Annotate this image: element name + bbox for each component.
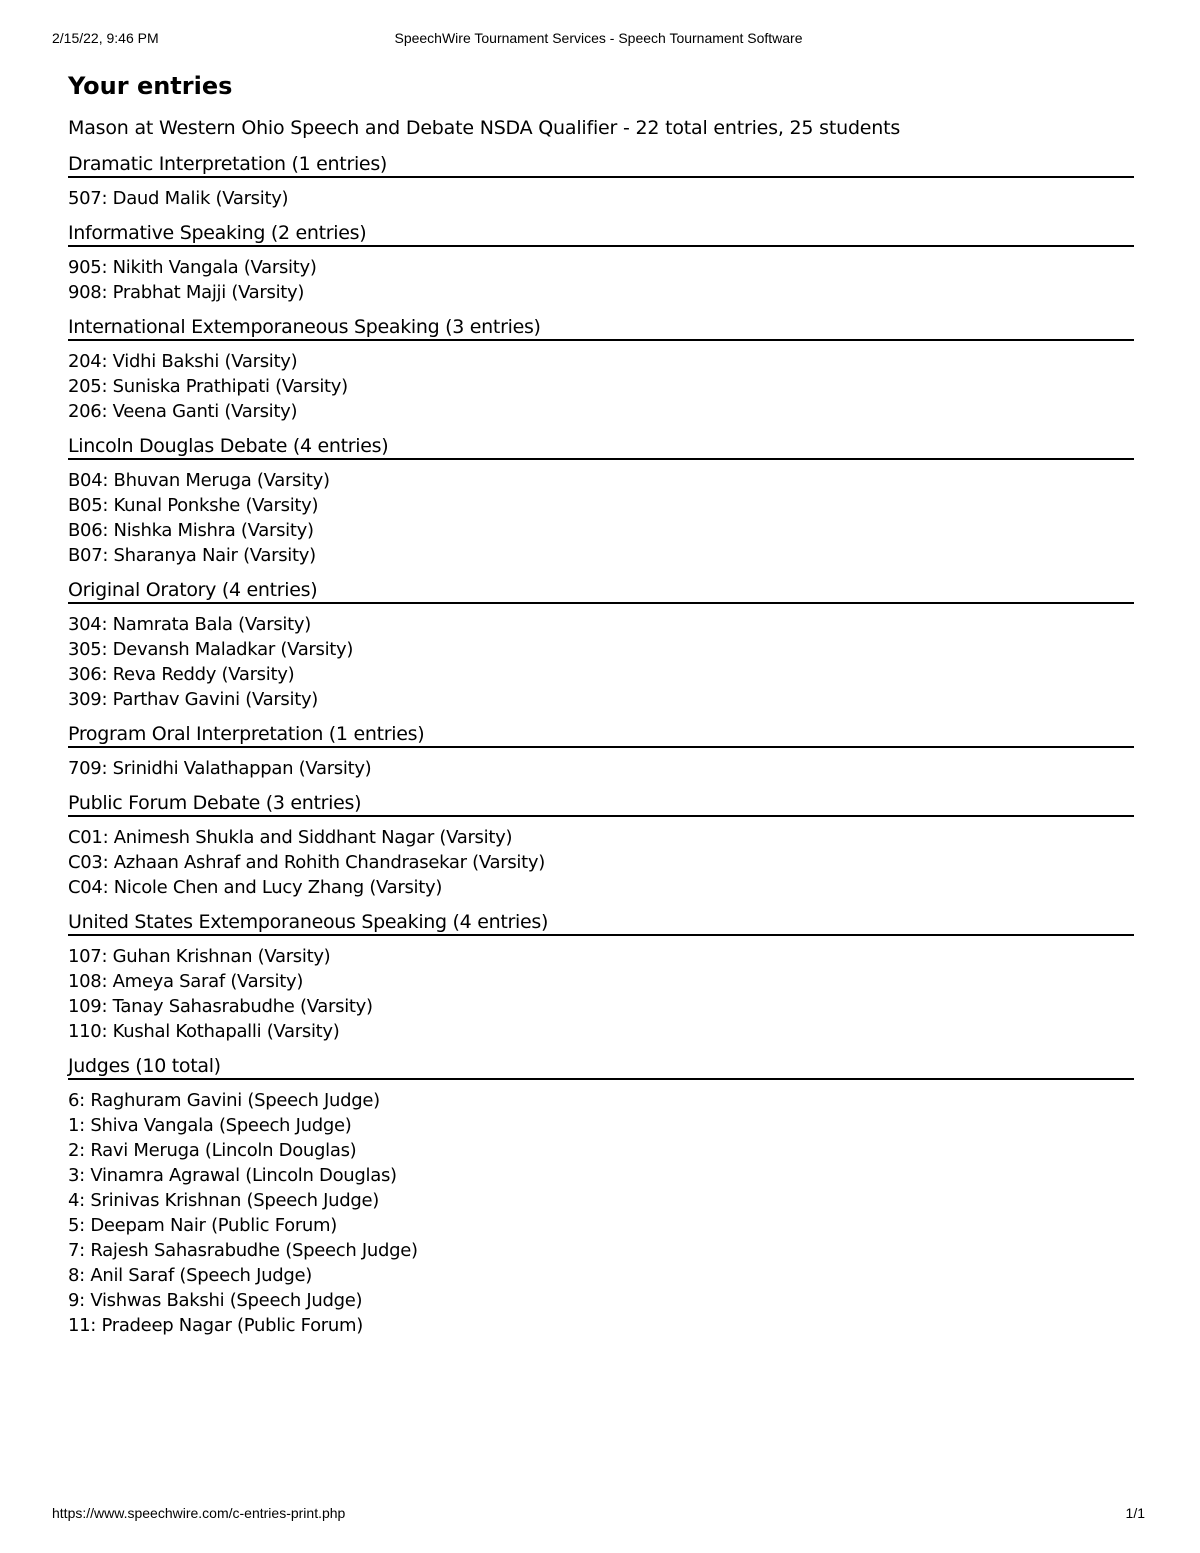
judge-item: 11: Pradeep Nagar (Public Forum) [68, 1315, 363, 1336]
section-title: Public Forum Debate (3 entries) [68, 791, 1134, 817]
entry-item: 204: Vidhi Bakshi (Varsity) [68, 351, 298, 372]
entry-item: 908: Prabhat Majji (Varsity) [68, 282, 305, 303]
entry-item: 507: Daud Malik (Varsity) [68, 188, 289, 209]
entry-item: B06: Nishka Mishra (Varsity) [68, 520, 314, 541]
entry-item: B04: Bhuvan Meruga (Varsity) [68, 470, 330, 491]
judge-item: 6: Raghuram Gavini (Speech Judge) [68, 1090, 380, 1111]
entry-item: B05: Kunal Ponkshe (Varsity) [68, 495, 319, 516]
event-section [68, 152, 1134, 211]
entry-item: 305: Devansh Maladkar (Varsity) [68, 639, 354, 660]
event-section [68, 434, 1134, 568]
section-title: Dramatic Interpretation (1 entries) [68, 152, 1134, 178]
entry-list [68, 349, 1134, 424]
event-section [68, 578, 1134, 712]
section-title: Program Oral Interpretation (1 entries) [68, 722, 1134, 748]
print-header [52, 30, 1145, 50]
entry-item: C03: Azhaan Ashraf and Rohith Chandrasekar (Varsity) [68, 852, 545, 873]
event-section [68, 722, 1134, 781]
judge-item: 8: Anil Saraf (Speech Judge) [68, 1265, 312, 1286]
entry-item: 205: Suniska Prathipati (Varsity) [68, 376, 348, 397]
tournament-summary: Mason at Western Ohio Speech and Debate NSDA Qualifier - 22 total entries, 25 students [68, 117, 901, 139]
judge-item: 3: Vinamra Agrawal (Lincoln Douglas) [68, 1165, 397, 1186]
entry-item: 108: Ameya Saraf (Varsity) [68, 971, 304, 992]
judge-item: 7: Rajesh Sahasrabudhe (Speech Judge) [68, 1240, 418, 1261]
judges-title: Judges (10 total) [68, 1054, 1134, 1080]
section-title: United States Extemporaneous Speaking (4 entries) [68, 910, 1134, 936]
entry-list [68, 255, 1134, 305]
judge-item: 4: Srinivas Krishnan (Speech Judge) [68, 1190, 380, 1211]
entry-item: 304: Namrata Bala (Varsity) [68, 614, 311, 635]
section-title: International Extemporaneous Speaking (3 entries) [68, 315, 1134, 341]
print-page-title: SpeechWire Tournament Services - Speech Tournament Software [394, 30, 803, 46]
page-title: Your entries [68, 72, 233, 100]
event-section [68, 315, 1134, 424]
judge-item: 2: Ravi Meruga (Lincoln Douglas) [68, 1140, 357, 1161]
entry-list [68, 756, 1134, 781]
section-title: Original Oratory (4 entries) [68, 578, 1134, 604]
entry-item: 109: Tanay Sahasrabudhe (Varsity) [68, 996, 373, 1017]
event-section [68, 791, 1134, 900]
judge-item: 1: Shiva Vangala (Speech Judge) [68, 1115, 352, 1136]
event-section [68, 221, 1134, 305]
print-url: https://www.speechwire.com/c-entries-print.php [52, 1505, 346, 1521]
section-title: Informative Speaking (2 entries) [68, 221, 1134, 247]
judges-section [68, 1054, 1134, 1338]
entry-list [68, 825, 1134, 900]
entry-list [68, 944, 1134, 1044]
judge-item: 9: Vishwas Bakshi (Speech Judge) [68, 1290, 363, 1311]
print-datetime: 2/15/22, 9:46 PM [52, 30, 159, 46]
entry-item: 206: Veena Ganti (Varsity) [68, 401, 298, 422]
entry-item: 107: Guhan Krishnan (Varsity) [68, 946, 331, 967]
event-section [68, 910, 1134, 1044]
entry-item: B07: Sharanya Nair (Varsity) [68, 545, 316, 566]
judge-list [68, 1088, 1134, 1338]
judge-item: 5: Deepam Nair (Public Forum) [68, 1215, 337, 1236]
print-page-number: 1/1 [1125, 1505, 1145, 1521]
entry-item: 309: Parthav Gavini (Varsity) [68, 689, 319, 710]
document-content [68, 68, 1134, 1338]
entry-item: 905: Nikith Vangala (Varsity) [68, 257, 317, 278]
entry-list [68, 612, 1134, 712]
print-footer [52, 1505, 1145, 1525]
entry-item: 110: Kushal Kothapalli (Varsity) [68, 1021, 340, 1042]
entry-list [68, 468, 1134, 568]
entry-list [68, 186, 1134, 211]
entry-item: C01: Animesh Shukla and Siddhant Nagar (Varsity) [68, 827, 513, 848]
entry-item: C04: Nicole Chen and Lucy Zhang (Varsity) [68, 877, 443, 898]
section-title: Lincoln Douglas Debate (4 entries) [68, 434, 1134, 460]
entry-item: 306: Reva Reddy (Varsity) [68, 664, 295, 685]
entry-item: 709: Srinidhi Valathappan (Varsity) [68, 758, 372, 779]
